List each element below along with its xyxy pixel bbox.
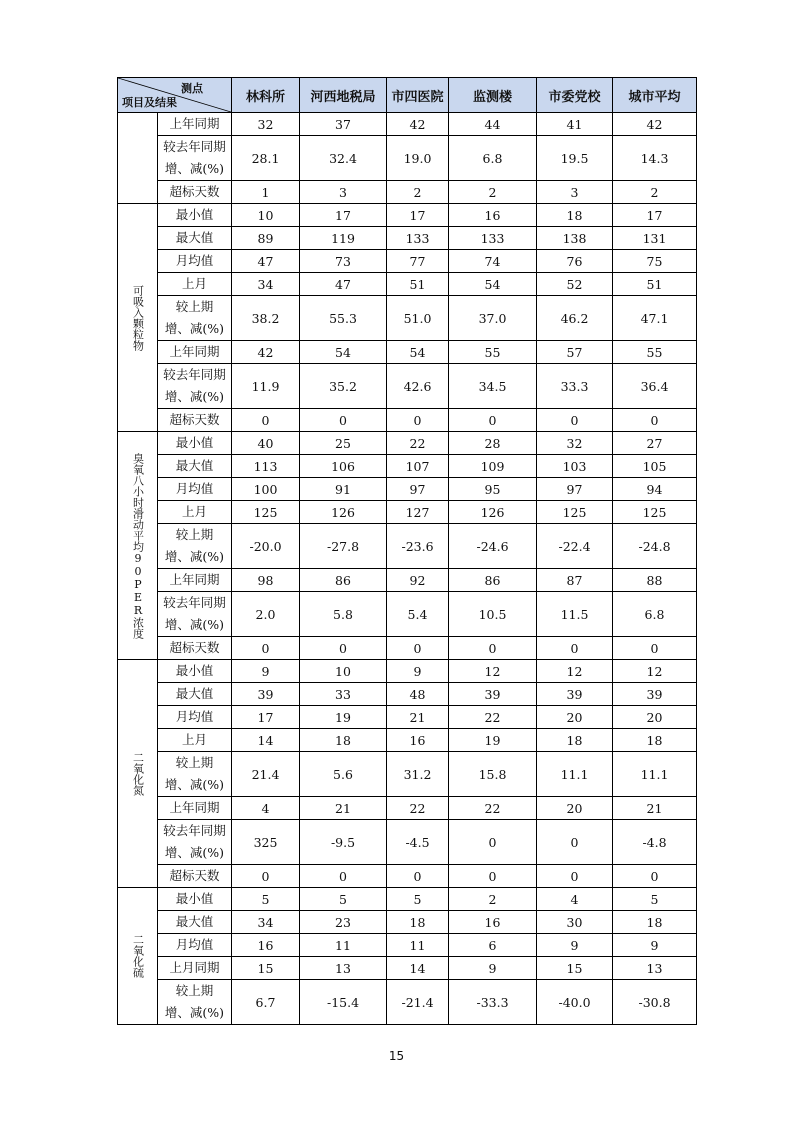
value-cell: 48: [387, 683, 449, 706]
value-cell: 22: [449, 797, 537, 820]
item-label-cell: [158, 364, 232, 409]
value-cell: 14: [232, 729, 300, 752]
table-row: [118, 865, 697, 888]
value-cell: 52: [537, 273, 613, 296]
station-header: 监测楼: [449, 78, 537, 113]
value-cell: 20: [537, 706, 613, 729]
item-label-cell: 最小值: [158, 660, 232, 683]
table-row: [118, 501, 697, 524]
value-cell: 42: [232, 341, 300, 364]
value-cell: 10.5: [449, 592, 537, 637]
value-cell: 94: [613, 478, 697, 501]
value-cell: -4.8: [613, 820, 697, 865]
value-cell: 0: [613, 865, 697, 888]
value-cell: 12: [613, 660, 697, 683]
item-label-line2: 增、减(%): [164, 617, 225, 632]
value-cell: 0: [449, 865, 537, 888]
value-cell: 42: [387, 113, 449, 136]
value-cell: 5.4: [387, 592, 449, 637]
value-cell: 107: [387, 455, 449, 478]
table-row: [118, 455, 697, 478]
item-label-cell: [158, 524, 232, 569]
value-cell: 22: [387, 432, 449, 455]
value-cell: 20: [613, 706, 697, 729]
value-cell: -15.4: [300, 980, 387, 1025]
group-label-cell: [118, 204, 158, 432]
group-label-cell: [118, 113, 158, 204]
value-cell: 47: [300, 273, 387, 296]
pollutant-group-label: 二氧化氮: [131, 751, 145, 796]
value-cell: 2.0: [232, 592, 300, 637]
value-cell: 54: [300, 341, 387, 364]
value-cell: 34.5: [449, 364, 537, 409]
value-cell: 18: [387, 911, 449, 934]
station-header: 河西地税局: [300, 78, 387, 113]
value-cell: 21: [613, 797, 697, 820]
value-cell: 5: [300, 888, 387, 911]
pollutant-group-label: 可吸入颗粒物: [131, 284, 145, 351]
value-cell: 0: [232, 637, 300, 660]
value-cell: 15: [232, 957, 300, 980]
value-cell: -9.5: [300, 820, 387, 865]
value-cell: 2: [449, 888, 537, 911]
table-row: [118, 432, 697, 455]
value-cell: 18: [537, 204, 613, 227]
value-cell: 0: [449, 637, 537, 660]
value-cell: 73: [300, 250, 387, 273]
value-cell: 100: [232, 478, 300, 501]
table-row: [118, 181, 697, 204]
table-row: [118, 820, 697, 865]
item-label-cell: [158, 296, 232, 341]
table-row: [118, 296, 697, 341]
table-row: [118, 957, 697, 980]
value-cell: 51: [387, 273, 449, 296]
value-cell: 89: [232, 227, 300, 250]
item-label-cell: [158, 820, 232, 865]
item-label-line2: 增、减(%): [164, 1005, 225, 1020]
value-cell: 30: [537, 911, 613, 934]
value-cell: 125: [613, 501, 697, 524]
value-cell: 22: [387, 797, 449, 820]
value-cell: 106: [300, 455, 387, 478]
value-cell: 44: [449, 113, 537, 136]
value-cell: 0: [613, 637, 697, 660]
value-cell: 41: [537, 113, 613, 136]
value-cell: 91: [300, 478, 387, 501]
table-row: [118, 637, 697, 660]
value-cell: 5: [232, 888, 300, 911]
value-cell: 97: [387, 478, 449, 501]
value-cell: 51: [613, 273, 697, 296]
value-cell: 47.1: [613, 296, 697, 341]
item-label-line2: 增、减(%): [164, 845, 225, 860]
item-label-line1: 较去年同期: [163, 367, 226, 382]
item-label-line2: 增、减(%): [164, 389, 225, 404]
value-cell: 0: [537, 409, 613, 432]
table-row: [118, 569, 697, 592]
value-cell: 39: [613, 683, 697, 706]
value-cell: 35.2: [300, 364, 387, 409]
value-cell: 0: [300, 637, 387, 660]
table-row: [118, 273, 697, 296]
value-cell: 9: [387, 660, 449, 683]
value-cell: 36.4: [613, 364, 697, 409]
table-row: [118, 478, 697, 501]
value-cell: 0: [232, 409, 300, 432]
value-cell: 4: [232, 797, 300, 820]
value-cell: 13: [300, 957, 387, 980]
value-cell: 11.1: [613, 752, 697, 797]
value-cell: 3: [537, 181, 613, 204]
value-cell: 109: [449, 455, 537, 478]
group-label-cell: [118, 888, 158, 1025]
item-label-cell: 上月: [158, 273, 232, 296]
item-label-cell: 最大值: [158, 683, 232, 706]
item-label-cell: 月均值: [158, 250, 232, 273]
value-cell: 97: [537, 478, 613, 501]
value-cell: 54: [449, 273, 537, 296]
value-cell: 33.3: [537, 364, 613, 409]
item-label-cell: 上年同期: [158, 797, 232, 820]
value-cell: 34: [232, 273, 300, 296]
table-body: [118, 113, 697, 1025]
item-label-cell: 上年同期: [158, 569, 232, 592]
value-cell: 9: [449, 957, 537, 980]
pollutant-group-label: 二氧化硫: [131, 934, 145, 978]
value-cell: 86: [300, 569, 387, 592]
page-number: 15: [388, 1049, 405, 1063]
value-cell: 6.8: [613, 592, 697, 637]
value-cell: 17: [387, 204, 449, 227]
item-label-cell: 最大值: [158, 455, 232, 478]
value-cell: 5: [613, 888, 697, 911]
value-cell: 17: [300, 204, 387, 227]
value-cell: 138: [537, 227, 613, 250]
value-cell: 9: [537, 934, 613, 957]
item-label-cell: 上年同期: [158, 113, 232, 136]
value-cell: 16: [232, 934, 300, 957]
item-label-line2: 增、减(%): [164, 549, 225, 564]
value-cell: 131: [613, 227, 697, 250]
value-cell: 22: [449, 706, 537, 729]
item-label-cell: 超标天数: [158, 637, 232, 660]
table-row: [118, 204, 697, 227]
header-corner-cell: [118, 78, 232, 113]
item-label-cell: 月均值: [158, 934, 232, 957]
header-row: [118, 78, 697, 113]
item-label-cell: 最大值: [158, 911, 232, 934]
value-cell: 74: [449, 250, 537, 273]
value-cell: 0: [613, 409, 697, 432]
value-cell: 42.6: [387, 364, 449, 409]
value-cell: 6.8: [449, 136, 537, 181]
table-row: [118, 660, 697, 683]
value-cell: 125: [537, 501, 613, 524]
item-label-line1: 较去年同期: [163, 139, 226, 154]
value-cell: 18: [300, 729, 387, 752]
table-row: [118, 227, 697, 250]
value-cell: -33.3: [449, 980, 537, 1025]
value-cell: 25: [300, 432, 387, 455]
item-label-line1: 较上期: [175, 299, 214, 314]
value-cell: 86: [449, 569, 537, 592]
value-cell: 0: [387, 865, 449, 888]
value-cell: 14.3: [613, 136, 697, 181]
value-cell: 0: [300, 409, 387, 432]
table-row: [118, 524, 697, 569]
value-cell: 87: [537, 569, 613, 592]
value-cell: 9: [232, 660, 300, 683]
value-cell: 20: [537, 797, 613, 820]
table-row: [118, 980, 697, 1025]
value-cell: -27.8: [300, 524, 387, 569]
value-cell: 2: [387, 181, 449, 204]
group-label-cell: [118, 660, 158, 888]
value-cell: 16: [449, 911, 537, 934]
value-cell: 92: [387, 569, 449, 592]
value-cell: 0: [537, 865, 613, 888]
monitoring-data-table: [117, 77, 697, 1025]
value-cell: -23.6: [387, 524, 449, 569]
value-cell: 0: [449, 409, 537, 432]
value-cell: 19.5: [537, 136, 613, 181]
item-label-line1: 较去年同期: [163, 595, 226, 610]
value-cell: 11.1: [537, 752, 613, 797]
value-cell: 10: [300, 660, 387, 683]
value-cell: 0: [232, 865, 300, 888]
value-cell: 39: [232, 683, 300, 706]
item-label-line1: 较上期: [175, 983, 214, 998]
table-row: [118, 934, 697, 957]
table-row: [118, 752, 697, 797]
value-cell: 98: [232, 569, 300, 592]
value-cell: 0: [300, 865, 387, 888]
table-row: [118, 729, 697, 752]
item-label-cell: 超标天数: [158, 409, 232, 432]
item-label-line1: 较去年同期: [163, 823, 226, 838]
value-cell: 55.3: [300, 296, 387, 341]
item-label-cell: 上月: [158, 501, 232, 524]
item-label-cell: 超标天数: [158, 865, 232, 888]
value-cell: -21.4: [387, 980, 449, 1025]
value-cell: 11.5: [537, 592, 613, 637]
value-cell: 57: [537, 341, 613, 364]
value-cell: 16: [449, 204, 537, 227]
value-cell: 10: [232, 204, 300, 227]
value-cell: -40.0: [537, 980, 613, 1025]
value-cell: 77: [387, 250, 449, 273]
value-cell: 125: [232, 501, 300, 524]
value-cell: 34: [232, 911, 300, 934]
value-cell: 28: [449, 432, 537, 455]
value-cell: 33: [300, 683, 387, 706]
item-label-cell: 上月同期: [158, 957, 232, 980]
value-cell: -4.5: [387, 820, 449, 865]
value-cell: 11: [300, 934, 387, 957]
item-label-cell: 最大值: [158, 227, 232, 250]
value-cell: 17: [232, 706, 300, 729]
value-cell: 37: [300, 113, 387, 136]
value-cell: -22.4: [537, 524, 613, 569]
value-cell: 5: [387, 888, 449, 911]
item-label-cell: [158, 980, 232, 1025]
value-cell: 42: [613, 113, 697, 136]
table-row: [118, 341, 697, 364]
item-label-line2: 增、减(%): [164, 777, 225, 792]
group-label-cell: [118, 432, 158, 660]
item-label-cell: 超标天数: [158, 181, 232, 204]
value-cell: 76: [537, 250, 613, 273]
value-cell: 28.1: [232, 136, 300, 181]
item-label-line2: 增、减(%): [164, 161, 225, 176]
value-cell: 12: [537, 660, 613, 683]
table-row: [118, 888, 697, 911]
value-cell: 11: [387, 934, 449, 957]
table-row: [118, 911, 697, 934]
item-label-line1: 较上期: [175, 527, 214, 542]
value-cell: 126: [300, 501, 387, 524]
value-cell: -24.8: [613, 524, 697, 569]
corner-label-station: 测点: [181, 82, 203, 95]
value-cell: 32: [537, 432, 613, 455]
item-label-cell: [158, 136, 232, 181]
value-cell: 39: [449, 683, 537, 706]
value-cell: 18: [537, 729, 613, 752]
value-cell: 40: [232, 432, 300, 455]
value-cell: 55: [613, 341, 697, 364]
value-cell: 15: [537, 957, 613, 980]
value-cell: 12: [449, 660, 537, 683]
value-cell: 55: [449, 341, 537, 364]
value-cell: -24.6: [449, 524, 537, 569]
table-row: [118, 683, 697, 706]
pollutant-group-label: 臭氧八小时滑动平均90PER浓度: [131, 452, 145, 639]
value-cell: 18: [613, 911, 697, 934]
item-label-cell: 上月: [158, 729, 232, 752]
item-label-line2: 增、减(%): [164, 321, 225, 336]
value-cell: 46.2: [537, 296, 613, 341]
value-cell: 16: [387, 729, 449, 752]
value-cell: 19: [300, 706, 387, 729]
value-cell: 0: [387, 637, 449, 660]
value-cell: 19: [449, 729, 537, 752]
value-cell: 38.2: [232, 296, 300, 341]
table-row: [118, 706, 697, 729]
value-cell: 47: [232, 250, 300, 273]
value-cell: 21.4: [232, 752, 300, 797]
value-cell: 17: [613, 204, 697, 227]
value-cell: 18: [613, 729, 697, 752]
item-label-line1: 较上期: [175, 755, 214, 770]
value-cell: 2: [613, 181, 697, 204]
value-cell: 5.8: [300, 592, 387, 637]
station-header: 城市平均: [613, 78, 697, 113]
value-cell: 5.6: [300, 752, 387, 797]
table-row: [118, 364, 697, 409]
value-cell: 1: [232, 181, 300, 204]
item-label-cell: 最小值: [158, 432, 232, 455]
station-header: 市四医院: [387, 78, 449, 113]
value-cell: 51.0: [387, 296, 449, 341]
table-row: [118, 250, 697, 273]
value-cell: 0: [387, 409, 449, 432]
item-label-cell: 月均值: [158, 478, 232, 501]
table-row: [118, 592, 697, 637]
value-cell: 6.7: [232, 980, 300, 1025]
value-cell: 4: [537, 888, 613, 911]
value-cell: 11.9: [232, 364, 300, 409]
value-cell: 0: [537, 637, 613, 660]
value-cell: 105: [613, 455, 697, 478]
value-cell: 21: [300, 797, 387, 820]
item-label-cell: 最小值: [158, 204, 232, 227]
table-row: [118, 136, 697, 181]
table-row: [118, 113, 697, 136]
value-cell: 31.2: [387, 752, 449, 797]
station-header: 市委党校: [537, 78, 613, 113]
value-cell: 3: [300, 181, 387, 204]
value-cell: -30.8: [613, 980, 697, 1025]
item-label-cell: 上年同期: [158, 341, 232, 364]
value-cell: 37.0: [449, 296, 537, 341]
value-cell: 0: [449, 820, 537, 865]
item-label-cell: [158, 752, 232, 797]
value-cell: 126: [449, 501, 537, 524]
value-cell: 2: [449, 181, 537, 204]
value-cell: 13: [613, 957, 697, 980]
value-cell: 113: [232, 455, 300, 478]
value-cell: 54: [387, 341, 449, 364]
value-cell: 127: [387, 501, 449, 524]
value-cell: 88: [613, 569, 697, 592]
station-header: 林科所: [232, 78, 300, 113]
value-cell: 325: [232, 820, 300, 865]
value-cell: 32.4: [300, 136, 387, 181]
value-cell: 119: [300, 227, 387, 250]
table-row: [118, 797, 697, 820]
value-cell: 133: [449, 227, 537, 250]
value-cell: 6: [449, 934, 537, 957]
value-cell: 23: [300, 911, 387, 934]
value-cell: 14: [387, 957, 449, 980]
value-cell: 19.0: [387, 136, 449, 181]
value-cell: 39: [537, 683, 613, 706]
value-cell: 32: [232, 113, 300, 136]
value-cell: -20.0: [232, 524, 300, 569]
value-cell: 21: [387, 706, 449, 729]
value-cell: 103: [537, 455, 613, 478]
table-row: [118, 409, 697, 432]
corner-label-item: 项目及结果: [122, 96, 177, 109]
value-cell: 0: [537, 820, 613, 865]
value-cell: 75: [613, 250, 697, 273]
value-cell: 15.8: [449, 752, 537, 797]
item-label-cell: 月均值: [158, 706, 232, 729]
item-label-cell: [158, 592, 232, 637]
value-cell: 95: [449, 478, 537, 501]
value-cell: 27: [613, 432, 697, 455]
value-cell: 9: [613, 934, 697, 957]
value-cell: 133: [387, 227, 449, 250]
item-label-cell: 最小值: [158, 888, 232, 911]
